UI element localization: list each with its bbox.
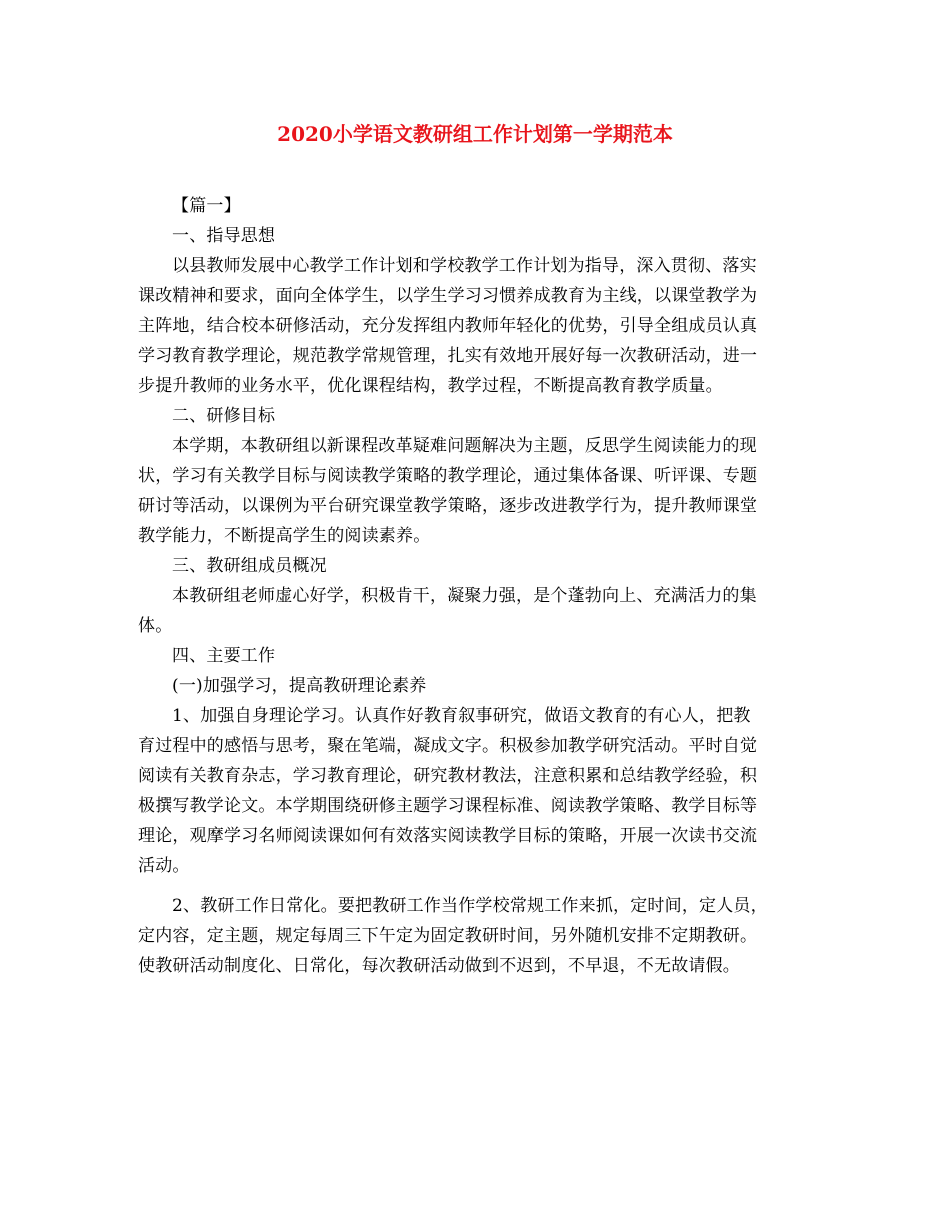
paragraph-line: 步提升教师的业务水平，优化课程结构，教学过程，不断提高教育教学质量。 xyxy=(138,376,723,396)
paragraph-line: 教学能力，不断提高学生的阅读素养。 xyxy=(138,526,431,546)
paragraph-line: 体。 xyxy=(138,616,173,636)
document-body xyxy=(138,191,818,981)
section-heading: 二、研修目标 xyxy=(172,406,276,426)
paragraph-line: 理论，观摩学习名师阅读课如何有效落实阅读教学目标的策略，开展一次读书交流 xyxy=(138,826,758,846)
paragraph-line: 活动。 xyxy=(138,856,190,876)
paragraph-line: 育过程中的感悟与思考，聚在笔端，凝成文字。积极参加教学研究活动。平时自觉 xyxy=(138,736,758,756)
section-heading: 四、主要工作 xyxy=(172,646,276,666)
paragraph-line: 研讨等活动，以课例为平台研究课堂教学策略，逐步改进教学行为，提升教师课堂 xyxy=(138,496,758,516)
paragraph-line: 状，学习有关教学目标与阅读教学策略的教学理论，通过集体备课、听评课、专题 xyxy=(138,466,758,486)
paragraph-line: 本学期，本教研组以新课程改革疑难问题解决为主题，反思学生阅读能力的现 xyxy=(172,436,757,456)
paragraph-line: 定内容，定主题，规定每周三下午定为固定教研时间，另外随机安排不定期教研。 xyxy=(138,926,758,946)
paragraph-line: 阅读有关教育杂志，学习教育理论，研究教材教法，注意积累和总结教学经验，积 xyxy=(138,766,758,786)
paragraph-line: 极撰写教学论文。本学期围绕研修主题学习课程标准、阅读教学策略、教学目标等 xyxy=(138,796,758,816)
document-title: 2020小学语文教研组工作计划第一学期范本 xyxy=(277,122,673,146)
paragraph-line: 2、教研工作日常化。要把教研工作当作学校常规工作来抓，定时间，定人员， xyxy=(172,896,768,916)
paragraph-line: 使教研活动制度化、日常化，每次教研活动做到不迟到，不早退，不无故请假。 xyxy=(138,956,740,976)
section-heading: 一、指导思想 xyxy=(172,226,276,246)
paragraph-line: 本教研组老师虚心好学，积极肯干，凝聚力强，是个蓬勃向上、充满活力的集 xyxy=(172,586,757,606)
paragraph-line: 以县教师发展中心教学工作计划和学校教学工作计划为指导，深入贯彻、落实 xyxy=(172,256,757,276)
paragraph-line: 主阵地，结合校本研修活动，充分发挥组内教师年轻化的优势，引导全组成员认真 xyxy=(138,316,758,336)
paragraph-line: 课改精神和要求，面向全体学生，以学生学习习惯养成教育为主线，以课堂教学为 xyxy=(138,286,758,306)
subsection-heading: (一)加强学习，提高教研理论素养 xyxy=(172,676,427,696)
paragraph-line: 学习教育教学理论，规范教学常规管理，扎实有效地开展好每一次教研活动，进一 xyxy=(138,346,758,366)
section-marker: 【篇一】 xyxy=(172,196,241,216)
section-heading: 三、教研组成员概况 xyxy=(172,556,327,576)
paragraph-line: 1、加强自身理论学习。认真作好教育叙事研究，做语文教育的有心人，把教 xyxy=(172,706,751,726)
